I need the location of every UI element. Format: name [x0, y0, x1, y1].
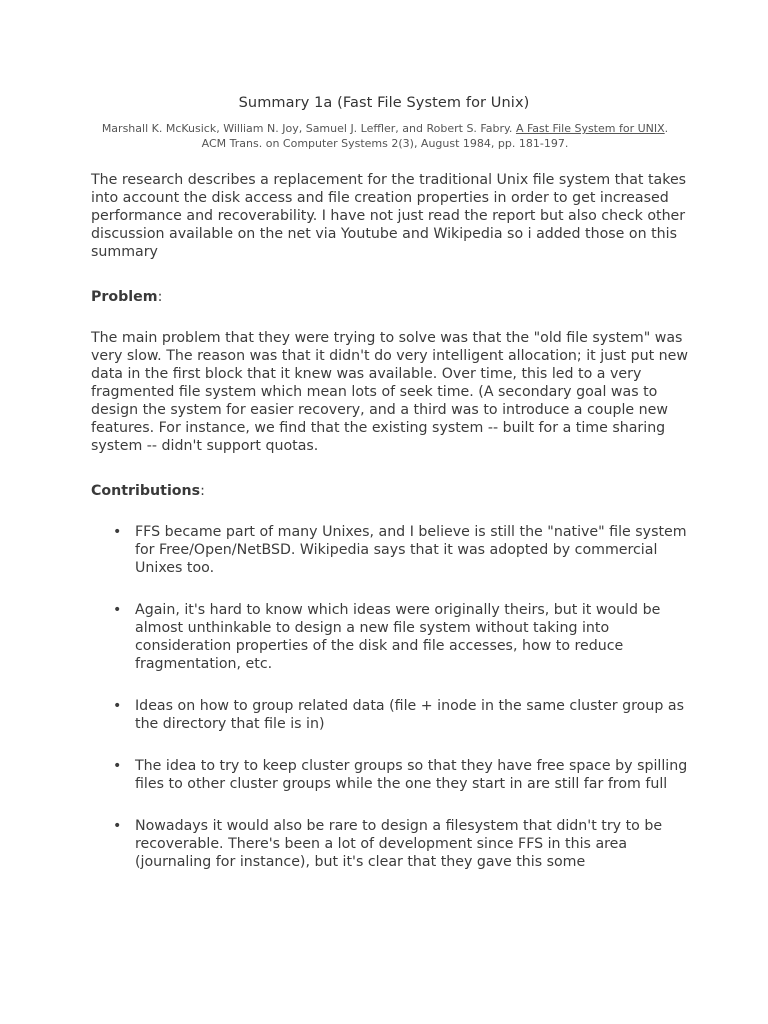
- citation-link[interactable]: A Fast File System for UNIX: [515, 122, 665, 135]
- bullet-icon: •: [113, 524, 122, 540]
- list-item-text: Again, it's hard to know which ideas were originally theirs, but it would be almost unthinkable to design a new file system without taking into consideration properties of the disk and file accesses, how to reduce fragmentation, etc.: [135, 602, 661, 672]
- list-item-text: Ideas on how to group related data (file + inode in the same cluster group as the directory that file is in): [135, 698, 684, 732]
- list-item: [91, 523, 691, 577]
- bullet-icon: •: [113, 818, 122, 834]
- problem-heading-colon: :: [157, 289, 163, 305]
- document-title: Summary 1a (Fast File System for Unix): [238, 95, 530, 111]
- list-item-text: The idea to try to keep cluster groups so that they have free space by spilling files to other cluster groups while the one they start in are still far from full: [135, 758, 688, 792]
- problem-heading: [91, 288, 691, 306]
- bullet-icon: •: [113, 698, 122, 714]
- contributions-heading: [91, 482, 691, 500]
- bullet-icon: •: [113, 758, 122, 774]
- list-item: [91, 817, 691, 871]
- problem-paragraph: The main problem that they were trying to solve was that the "old file system" was very slow. The reason was that it didn't do very intelligent allocation; it just put new data in the first block that it knew was available. Over time, this led to a very fragmented file system which mean lots of seek time. (A secondary goal was to design the system for easier recovery, and a third was to introduce a couple new features. For instance, we find that the existing system -- built for a time sharing system -- didn't support quotas.: [91, 330, 688, 454]
- contributions-list: [91, 523, 691, 871]
- contributions-heading-label: Contributions: [91, 483, 201, 499]
- bullet-icon: •: [113, 602, 122, 618]
- contributions-heading-colon: :: [200, 483, 205, 499]
- citation: [95, 121, 675, 151]
- list-item-text: Nowadays it would also be rare to design a filesystem that didn't try to be recoverable. There's been a lot of development since FFS in this area (journaling for instance), but it's clear that they gave this some: [135, 818, 663, 870]
- document-body: [91, 171, 691, 895]
- list-item: [91, 697, 691, 733]
- citation-details: . ACM Trans. on Computer Systems 2(3), August 1984, pp. 181-197.: [201, 122, 669, 150]
- list-item-text: FFS became part of many Unixes, and I believe is still the "native" file system for Free/Open/NetBSD. Wikipedia says that it was adopted by commercial Unixes too.: [135, 524, 687, 576]
- list-item: [91, 757, 691, 793]
- problem-heading-label: Problem: [91, 289, 158, 305]
- citation-authors: Marshall K. McKusick, William N. Joy, Samuel J. Leffler, and Robert S. Fabry.: [101, 122, 516, 135]
- intro-paragraph: The research describes a replacement for the traditional Unix file system that takes into account the disk access and file creation properties in order to get increased performance and recoverability. I have not just read the report but also check other discussion available on the net via Youtube and Wikipedia so i added those on this summary: [91, 172, 687, 260]
- list-item: [91, 601, 691, 673]
